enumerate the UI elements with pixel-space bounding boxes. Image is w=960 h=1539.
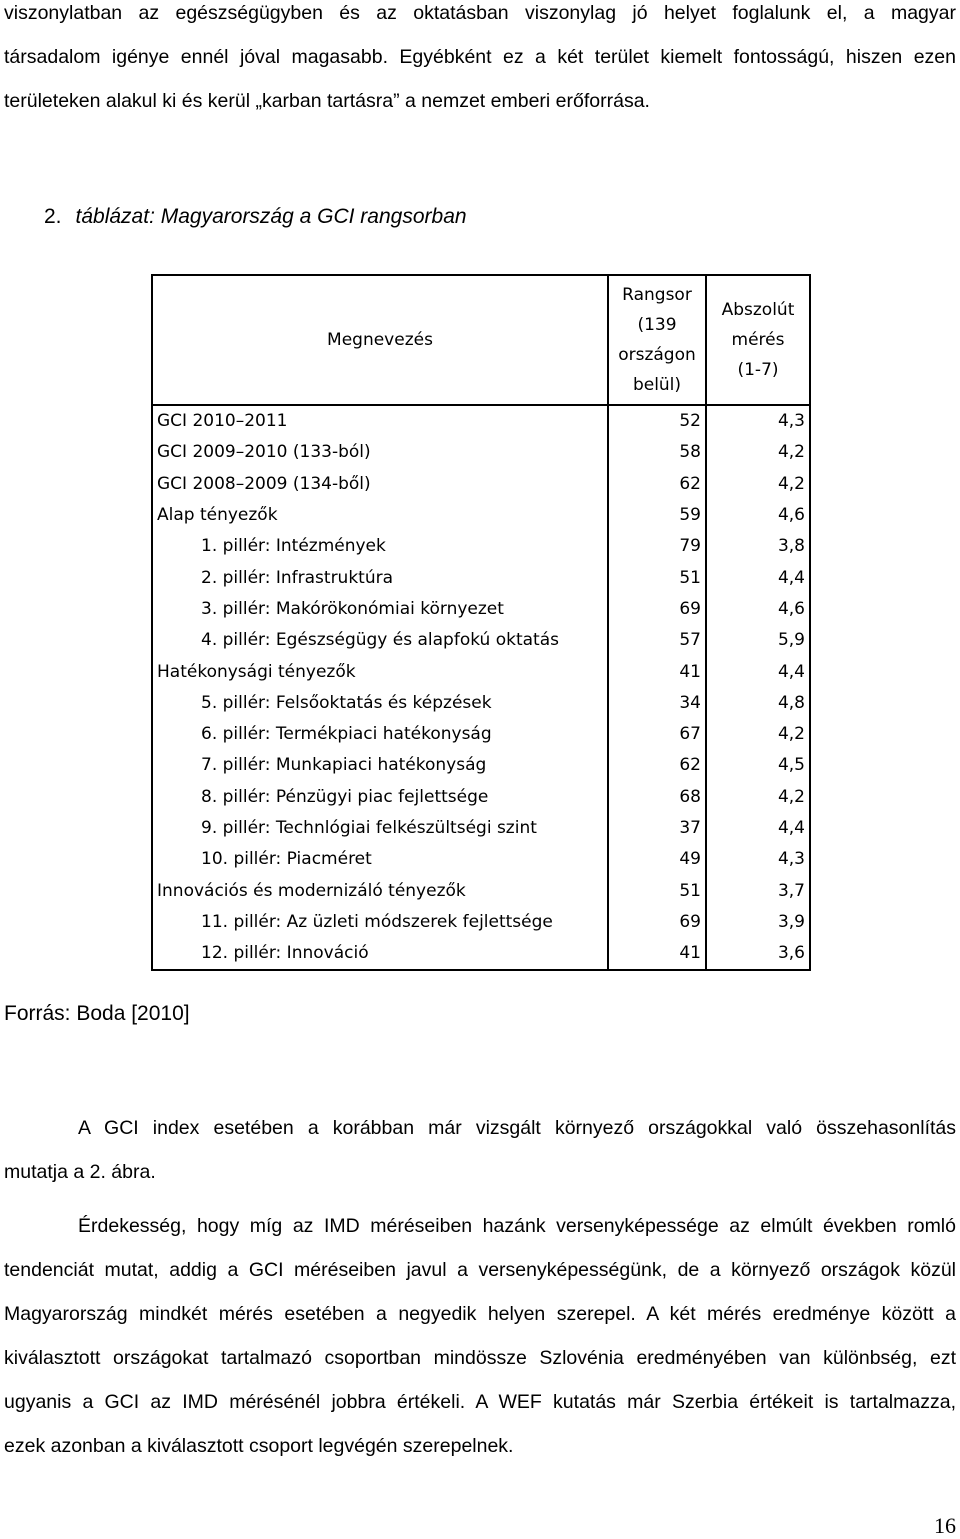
text-line: mutatja a 2. ábra. (4, 1161, 156, 1183)
row-name (152, 500, 608, 531)
row-absolute: 3,7 (777, 880, 805, 901)
row-name (152, 437, 608, 468)
table-row (152, 562, 810, 593)
row-name-text: GCI 2008–2009 (134-ből) (157, 473, 371, 494)
row-absolute: 4,5 (777, 755, 805, 776)
row-rank: 41 (608, 938, 706, 970)
row-absolute: 4,8 (777, 692, 805, 713)
row-rank: 34 (608, 688, 706, 719)
row-rank: 58 (608, 437, 706, 468)
row-absolute: 3,8 (777, 536, 805, 557)
text-line: kiválasztott országokat tartalmazó csoportban mindössze Szlovénia eredményében van különbség, ezt (4, 1347, 956, 1369)
paragraph-interest (4, 1204, 956, 1468)
text-line: viszonylatban az egészségügyben és az oktatásban viszonylag jó helyet foglalunk el, a magyar (4, 2, 956, 24)
table-body (152, 405, 810, 970)
text-line: ezek azonban a kiválasztott csoport legvégén szerepelnek. (4, 1435, 514, 1457)
row-name-text: GCI 2009–2010 (133-ból) (157, 442, 371, 463)
row-name-text: 10. pillér: Piacméret (201, 849, 372, 870)
paragraph-comparison (4, 1106, 956, 1194)
table-row (152, 625, 810, 656)
row-name (152, 469, 608, 500)
text-line: Érdekesség, hogy míg az IMD méréseiben hazánk versenyképessége az elmúlt években romló (78, 1215, 956, 1237)
row-rank: 52 (608, 405, 706, 437)
table-row (152, 405, 810, 437)
row-absolute: 4,2 (777, 724, 805, 745)
table-row (152, 594, 810, 625)
header-absolute (706, 275, 810, 405)
header-abs-line: (1-7) (737, 360, 779, 380)
row-name-text: 9. pillér: Technlógiai felkészültségi szint (201, 818, 537, 838)
intro-paragraph (4, 0, 956, 123)
row-name (152, 938, 608, 970)
row-absolute: 4,2 (777, 442, 805, 463)
row-rank: 69 (608, 907, 706, 938)
row-name (152, 562, 608, 593)
row-name (152, 844, 608, 875)
row-name (152, 688, 608, 719)
row-name (152, 782, 608, 813)
row-rank: 68 (608, 782, 706, 813)
row-name (152, 594, 608, 625)
table-row (152, 875, 810, 906)
row-name (152, 907, 608, 938)
table-row (152, 531, 810, 562)
table-row (152, 907, 810, 938)
table-row (152, 844, 810, 875)
table-caption-number: 2. (44, 205, 62, 228)
row-name-text: Alap tényezők (157, 505, 278, 526)
header-rank-line: országon (618, 345, 696, 365)
text-line: tendenciát mutat, addig a GCI méréseiben javul a versenyképességünk, de a környező országok közül (4, 1259, 956, 1281)
row-name-text: 7. pillér: Munkapiaci hatékonyság (201, 755, 487, 776)
row-rank: 37 (608, 813, 706, 844)
table-row (152, 469, 810, 500)
row-name (152, 531, 608, 562)
row-rank: 79 (608, 531, 706, 562)
text-line: A GCI index esetében a korábban már vizsgált környező országokkal való összehasonlítás (78, 1117, 956, 1139)
row-name-text: Hatékonysági tényezők (157, 661, 356, 682)
row-name-text: 5. pillér: Felsőoktatás és képzések (201, 692, 492, 713)
row-rank: 49 (608, 844, 706, 875)
table-row (152, 688, 810, 719)
source-note: Forrás: Boda [2010] (4, 1002, 190, 1025)
row-name-text: 4. pillér: Egészségügy és alapfokú oktatás (201, 630, 559, 651)
row-name (152, 719, 608, 750)
row-name (152, 813, 608, 844)
row-rank: 51 (608, 875, 706, 906)
table-row (152, 719, 810, 750)
row-absolute: 4,4 (777, 567, 805, 588)
row-absolute: 3,6 (777, 943, 805, 964)
row-absolute: 4,2 (777, 786, 805, 807)
row-name-text: 1. pillér: Intézmények (201, 536, 386, 557)
row-rank: 57 (608, 625, 706, 656)
row-name-text: 3. pillér: Makórökonómiai környezet (201, 598, 504, 619)
row-rank: 67 (608, 719, 706, 750)
row-rank: 62 (608, 750, 706, 781)
header-rank-line: (139 (637, 315, 677, 335)
row-rank: 41 (608, 656, 706, 687)
text-line: területeken alakul ki és kerül „karban tartásra” a nemzet emberi erőforrása. (4, 90, 650, 112)
row-rank: 62 (608, 469, 706, 500)
header-rank-line: Rangsor (622, 285, 692, 305)
row-name (152, 656, 608, 687)
header-name: Megnevezés (152, 275, 608, 405)
table-row (152, 813, 810, 844)
row-rank: 59 (608, 500, 706, 531)
row-rank: 69 (608, 594, 706, 625)
gci-ranking-table (151, 274, 811, 971)
row-absolute: 5,9 (777, 630, 805, 651)
row-absolute: 4,2 (777, 473, 805, 494)
row-name-text: 12. pillér: Innováció (201, 943, 369, 964)
row-rank: 51 (608, 562, 706, 593)
header-rank (608, 275, 706, 405)
row-absolute: 4,3 (777, 411, 805, 432)
table-row (152, 750, 810, 781)
row-name-text: GCI 2010–2011 (157, 411, 288, 432)
row-name (152, 750, 608, 781)
header-rank-line: belül) (632, 375, 682, 395)
table-caption (44, 205, 467, 229)
text-line: Magyarország mindkét mérés esetében a negyedik helyen szerepel. A két mérés eredménye között a (4, 1303, 956, 1325)
row-absolute: 3,9 (777, 911, 805, 932)
row-absolute: 4,6 (777, 505, 805, 526)
row-absolute: 4,6 (777, 598, 805, 619)
row-name-text: Innovációs és modernizáló tényezők (157, 880, 466, 901)
table-header-row (152, 275, 810, 405)
row-name-text: 2. pillér: Infrastruktúra (201, 567, 394, 588)
page-number: 16 (934, 1513, 956, 1538)
row-name (152, 875, 608, 906)
row-name-text: 8. pillér: Pénzügyi piac fejlettsége (201, 786, 489, 807)
row-absolute: 4,4 (777, 661, 805, 682)
row-name (152, 405, 608, 437)
header-abs-line: mérés (731, 330, 785, 350)
table-row (152, 782, 810, 813)
text-line: ugyanis a GCI az IMD mérésénél jobbra értékeli. A WEF kutatás már Szerbia értékeit is tartalmazza, (4, 1391, 956, 1413)
table-row (152, 938, 810, 970)
table-caption-text: táblázat: Magyarország a GCI rangsorban (75, 205, 467, 228)
row-name (152, 625, 608, 656)
row-absolute: 4,4 (777, 818, 805, 838)
header-abs-line: Abszolút (721, 300, 795, 320)
table-row (152, 500, 810, 531)
text-line: társadalom igénye ennél jóval magasabb. Egyébként ez a két terület kiemelt fontosságú, hiszen ezen (4, 46, 956, 68)
table-row (152, 437, 810, 468)
row-absolute: 4,3 (777, 849, 805, 870)
row-name-text: 11. pillér: Az üzleti módszerek fejlettsége (201, 911, 553, 932)
table-row (152, 656, 810, 687)
row-name-text: 6. pillér: Termékpiaci hatékonyság (201, 724, 492, 745)
